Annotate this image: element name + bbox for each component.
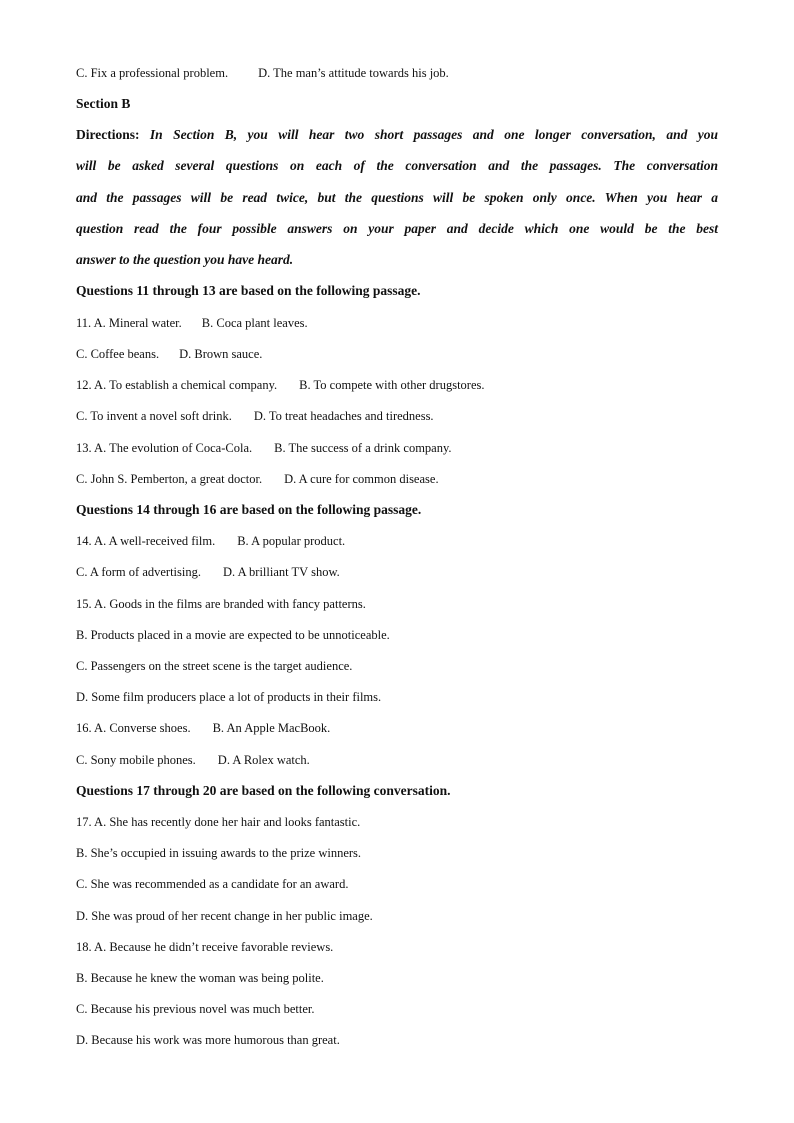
q13-options-cd: [76, 471, 718, 487]
directions-line-5: [76, 252, 718, 268]
directions-line-3: [76, 190, 718, 206]
directions-text-2: will be asked several questions on each of the conversation and the passages. The conversation: [76, 158, 718, 173]
directions-line-1: [76, 127, 718, 143]
option-d: D. The man’s attitude towards his job.: [258, 66, 449, 80]
option-d: D. Brown sauce.: [179, 347, 263, 361]
q13-options-ab: [76, 440, 718, 456]
directions-text-4: question read the four possible answers on your paper and decide which one would be the best: [76, 221, 718, 236]
option-b: B. Coca plant leaves.: [201, 316, 308, 330]
option-a: 12. A. To establish a chemical company.: [76, 378, 278, 392]
q15-option-b: B. Products placed in a movie are expected to be unnoticeable.: [76, 628, 390, 642]
option-c: C. Sony mobile phones.: [76, 753, 196, 767]
option-d: D. A brilliant TV show.: [223, 565, 340, 579]
directions-label: Directions:: [76, 127, 140, 142]
directions-text-1: In Section B, you will hear two short passages and one longer conversation, and you: [149, 127, 719, 142]
q10-options-cd: [76, 65, 718, 81]
option-c: C. A form of advertising.: [76, 565, 201, 579]
q12-options-ab: [76, 377, 718, 393]
q17-20-heading: Questions 17 through 20 are based on the following conversation.: [76, 783, 451, 798]
option-b: B. A popular product.: [237, 534, 346, 548]
option-a: 11. A. Mineral water.: [76, 316, 182, 330]
option-c: C. To invent a novel soft drink.: [76, 409, 232, 423]
q18-option-a: 18. A. Because he didn’t receive favorable reviews.: [76, 940, 334, 954]
option-b: B. The success of a drink company.: [274, 441, 452, 455]
q16-options-cd: [76, 752, 718, 768]
q17-option-a: 17. A. She has recently done her hair and looks fantastic.: [76, 815, 361, 829]
option-b: B. An Apple MacBook.: [212, 721, 331, 735]
option-a: 14. A. A well-received film.: [76, 534, 216, 548]
q18-option-b: B. Because he knew the woman was being polite.: [76, 971, 324, 985]
q11-options-ab: [76, 315, 718, 331]
q14-options-cd: [76, 564, 718, 580]
q11-13-heading: Questions 11 through 13 are based on the following passage.: [76, 283, 421, 298]
option-d: D. To treat headaches and tiredness.: [253, 409, 434, 423]
directions-text-5: answer to the question you have heard.: [76, 252, 294, 267]
q17-option-c: C. She was recommended as a candidate for an award.: [76, 877, 349, 891]
directions-line-2: [76, 158, 718, 174]
directions-line-4: [76, 221, 718, 237]
q15-option-a: 15. A. Goods in the films are branded with fancy patterns.: [76, 597, 366, 611]
q14-options-ab: [76, 533, 718, 549]
q15-option-d: D. Some film producers place a lot of products in their films.: [76, 690, 382, 704]
q17-option-b: B. She’s occupied in issuing awards to the prize winners.: [76, 846, 362, 860]
q15-option-c: C. Passengers on the street scene is the target audience.: [76, 659, 353, 673]
q17-option-d: D. She was proud of her recent change in her public image.: [76, 909, 373, 923]
section-title: Section B: [76, 96, 131, 111]
q18-option-c: C. Because his previous novel was much better.: [76, 1002, 315, 1016]
q12-options-cd: [76, 408, 718, 424]
q18-option-d: D. Because his work was more humorous than great.: [76, 1033, 340, 1047]
option-b: B. To compete with other drugstores.: [299, 378, 485, 392]
q14-16-heading: Questions 14 through 16 are based on the following passage.: [76, 502, 422, 517]
option-d: D. A Rolex watch.: [217, 753, 310, 767]
option-a: 13. A. The evolution of Coca-Cola.: [76, 441, 253, 455]
option-c: C. John S. Pemberton, a great doctor.: [76, 472, 263, 486]
option-c: C. Coffee beans.: [76, 347, 160, 361]
q16-options-ab: [76, 720, 718, 736]
option-a: 16. A. Converse shoes.: [76, 721, 191, 735]
option-c: C. Fix a professional problem.: [76, 66, 229, 80]
option-d: D. A cure for common disease.: [284, 472, 439, 486]
directions-text-3: and the passages will be read twice, but the questions will be spoken only once. When you hear a: [76, 190, 718, 205]
q11-options-cd: [76, 346, 718, 362]
